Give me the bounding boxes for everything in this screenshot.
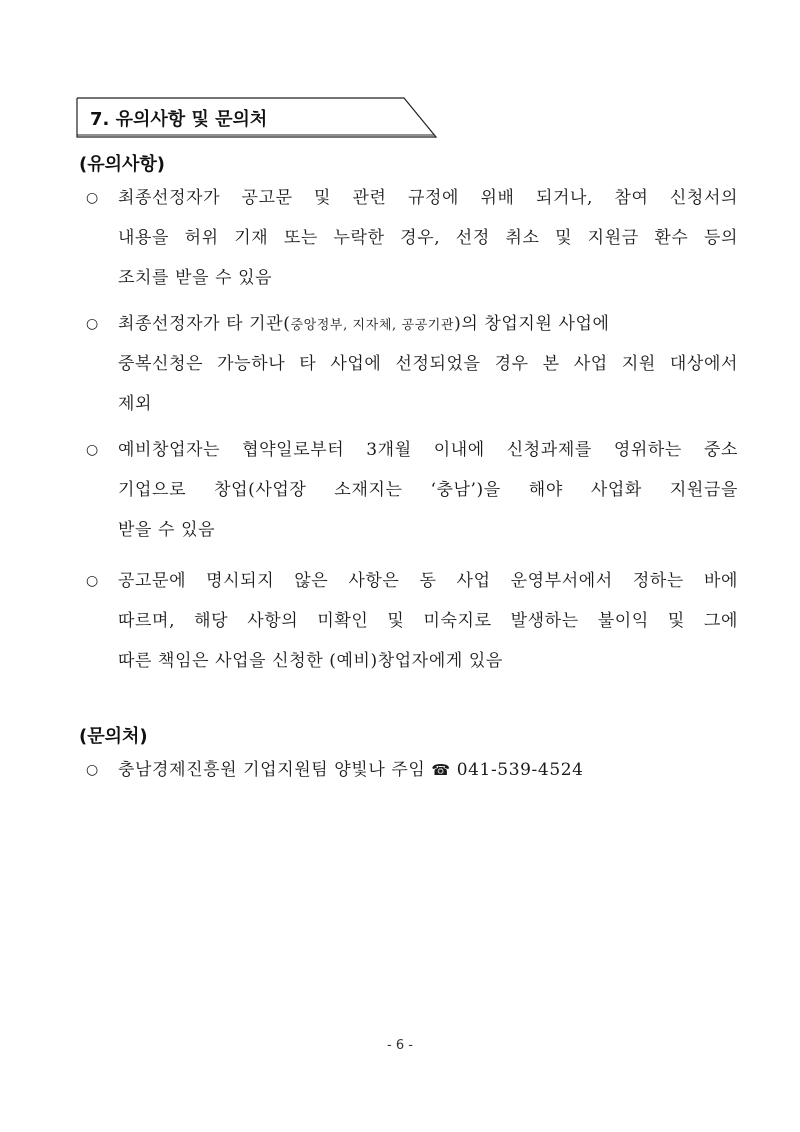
bullet-marker: ○: [86, 190, 99, 206]
note-2-line-1: [118, 306, 610, 346]
section-title: 7. 유의사항 및 문의처: [90, 109, 268, 130]
section-heading: [76, 97, 436, 137]
note-4-line-3: 따른 책임은 사업을 신청한 (예비)창업자에게 있음: [118, 651, 503, 671]
note-2-line-1-start: 최종선정자가 타 기관(: [118, 314, 291, 334]
note-1-line-3: 조치를 받을 수 있음: [118, 268, 273, 288]
bullet-marker: ○: [86, 442, 99, 458]
note-2-agency-list: 중앙정부, 지자체, 공공기관: [290, 318, 455, 333]
contact-text: 충남경제진흥원 기업지원팀 양빛나 주임: [118, 760, 426, 780]
note-2-line-2: 중복신청은 가능하나 타 사업에 선정되었을 경우 본 사업 지원 대상에서: [118, 354, 738, 374]
contact-phone: 041-539-4524: [456, 760, 584, 780]
contact-heading: (문의처): [79, 726, 148, 747]
phone-icon: ☎: [431, 761, 451, 779]
bullet-marker: ○: [86, 762, 99, 778]
note-2-line-3: 제외: [118, 394, 153, 414]
bullet-marker: ○: [86, 573, 99, 589]
note-3-line-2: 기업으로 창업(사업장 소재지는 ‘충남’)을 해야 사업화 지원금을: [118, 480, 738, 500]
contact-line: [118, 752, 584, 792]
note-1-line-2: 내용을 허위 기재 또는 누락한 경우, 선정 취소 및 지원금 환수 등의: [118, 228, 738, 248]
note-1-line-1: 최종선정자가 공고문 및 관련 규정에 위배 되거나, 참여 신청서의: [118, 188, 738, 208]
bullet-marker: ○: [86, 316, 99, 332]
note-3-line-3: 받을 수 있음: [118, 520, 216, 540]
page-number: - 6 -: [387, 1038, 413, 1053]
notes-heading: (유의사항): [79, 154, 166, 175]
note-3-line-1: 예비창업자는 협약일로부터 3개월 이내에 신청과제를 영위하는 중소: [118, 440, 738, 460]
note-2-line-1-end: )의 창업지원 사업에: [454, 314, 610, 334]
note-4-line-2: 따르며, 해당 사항의 미확인 및 미숙지로 발생하는 불이익 및 그에: [118, 611, 738, 631]
note-4-line-1: 공고문에 명시되지 않은 사항은 동 사업 운영부서에서 정하는 바에: [118, 571, 738, 591]
